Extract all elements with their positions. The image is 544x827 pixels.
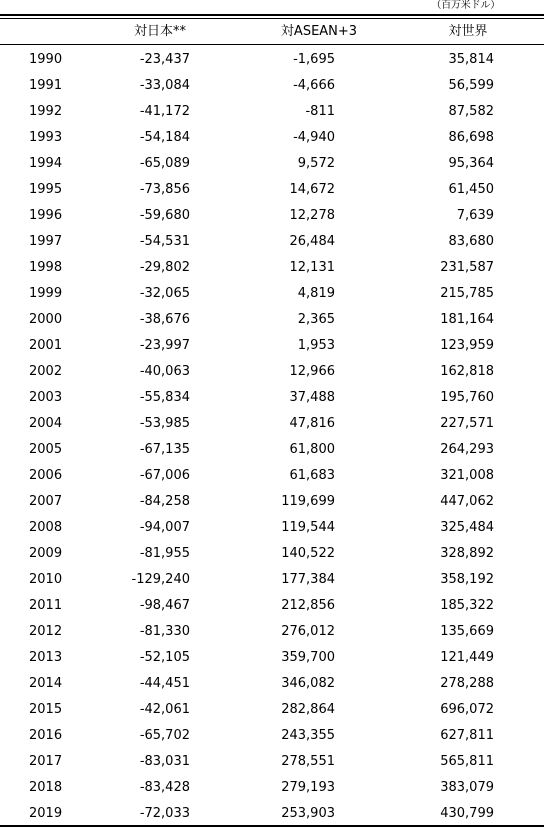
header-year — [29, 22, 69, 42]
world-cell: 123,959 — [440, 338, 494, 353]
year-cell: 2013 — [29, 650, 63, 665]
asean-plus-3-cell: -4,940 — [293, 130, 335, 145]
japan-cell: -33,084 — [139, 78, 190, 93]
japan-cell: -23,437 — [139, 52, 190, 67]
japan-cell: -44,451 — [139, 676, 190, 691]
asean-plus-3-cell: -1,695 — [293, 52, 335, 67]
table-row — [0, 593, 544, 619]
table-row — [0, 801, 544, 827]
world-cell: 430,799 — [440, 806, 494, 821]
japan-cell: -81,955 — [139, 546, 190, 561]
table-row — [0, 203, 544, 229]
top-rule-thin — [0, 18, 544, 19]
world-cell: 278,288 — [440, 676, 494, 691]
asean-plus-3-cell: -4,666 — [293, 78, 335, 93]
japan-cell: -29,802 — [139, 260, 190, 275]
table-row — [0, 281, 544, 307]
asean-plus-3-cell: 9,572 — [297, 156, 335, 171]
world-cell: 264,293 — [440, 442, 494, 457]
table-row — [0, 671, 544, 697]
japan-cell: -40,063 — [139, 364, 190, 379]
japan-cell: -59,680 — [139, 208, 190, 223]
world-cell: 383,079 — [440, 780, 494, 795]
year-cell: 2017 — [29, 754, 63, 769]
table-row — [0, 411, 544, 437]
unit-note: （百万米ドル） — [431, 0, 500, 11]
table-row — [0, 255, 544, 281]
japan-cell: -83,428 — [139, 780, 190, 795]
world-cell: 83,680 — [448, 234, 494, 249]
table-row — [0, 177, 544, 203]
year-cell: 2014 — [29, 676, 63, 691]
japan-cell: -72,033 — [139, 806, 190, 821]
asean-plus-3-cell: 140,522 — [281, 546, 335, 561]
japan-cell: -83,031 — [139, 754, 190, 769]
year-cell: 2018 — [29, 780, 63, 795]
table-row — [0, 359, 544, 385]
asean-plus-3-cell: 14,672 — [289, 182, 335, 197]
table-row — [0, 697, 544, 723]
asean-plus-3-cell: 119,699 — [281, 494, 335, 509]
year-cell: 2000 — [29, 312, 63, 327]
year-cell: 2002 — [29, 364, 63, 379]
asean-plus-3-cell: 243,355 — [281, 728, 335, 743]
japan-cell: -129,240 — [131, 572, 190, 587]
asean-plus-3-cell: 61,800 — [289, 442, 335, 457]
header-world: 対世界 — [448, 24, 488, 39]
world-cell: 227,571 — [440, 416, 494, 431]
header-rule — [0, 44, 544, 45]
year-cell: 1992 — [29, 104, 63, 119]
asean-plus-3-cell: 12,131 — [289, 260, 335, 275]
japan-cell: -65,089 — [139, 156, 190, 171]
world-cell: 35,814 — [448, 52, 494, 67]
table-row — [0, 619, 544, 645]
japan-cell: -52,105 — [139, 650, 190, 665]
table-row — [0, 775, 544, 801]
world-cell: 328,892 — [440, 546, 494, 561]
asean-plus-3-cell: 12,966 — [289, 364, 335, 379]
top-rule-thick — [0, 14, 544, 16]
japan-cell: -38,676 — [139, 312, 190, 327]
year-cell: 2001 — [29, 338, 63, 353]
world-cell: 185,322 — [440, 598, 494, 613]
world-cell: 195,760 — [440, 390, 494, 405]
table-row — [0, 333, 544, 359]
year-cell: 1999 — [29, 286, 63, 301]
japan-cell: -42,061 — [139, 702, 190, 717]
asean-plus-3-cell: 4,819 — [297, 286, 335, 301]
year-cell: 1990 — [29, 52, 63, 67]
asean-plus-3-cell: 47,816 — [289, 416, 335, 431]
year-cell: 2004 — [29, 416, 63, 431]
japan-cell: -55,834 — [139, 390, 190, 405]
world-cell: 87,582 — [448, 104, 494, 119]
year-cell: 2010 — [29, 572, 63, 587]
world-cell: 56,599 — [448, 78, 494, 93]
year-cell: 2005 — [29, 442, 63, 457]
japan-cell: -54,184 — [139, 130, 190, 145]
table-row — [0, 723, 544, 749]
asean-plus-3-cell: 359,700 — [281, 650, 335, 665]
table-row — [0, 515, 544, 541]
year-cell: 2019 — [29, 806, 63, 821]
year-cell: 2015 — [29, 702, 63, 717]
year-cell: 2007 — [29, 494, 63, 509]
japan-cell: -54,531 — [139, 234, 190, 249]
world-cell: 447,062 — [440, 494, 494, 509]
table-row — [0, 437, 544, 463]
world-cell: 325,484 — [440, 520, 494, 535]
japan-cell: -67,135 — [139, 442, 190, 457]
year-cell: 2006 — [29, 468, 63, 483]
asean-plus-3-cell: 119,544 — [281, 520, 335, 535]
table-row — [0, 307, 544, 333]
world-cell: 61,450 — [448, 182, 494, 197]
world-cell: 95,364 — [448, 156, 494, 171]
world-cell: 135,669 — [440, 624, 494, 639]
japan-cell: -32,065 — [139, 286, 190, 301]
table-row — [0, 47, 544, 73]
japan-cell: -67,006 — [139, 468, 190, 483]
world-cell: 181,164 — [440, 312, 494, 327]
year-cell: 2012 — [29, 624, 63, 639]
table-row — [0, 567, 544, 593]
japan-cell: -65,702 — [139, 728, 190, 743]
asean-plus-3-cell: 12,278 — [289, 208, 335, 223]
world-cell: 121,449 — [440, 650, 494, 665]
table-row — [0, 125, 544, 151]
year-cell: 1993 — [29, 130, 63, 145]
asean-plus-3-cell: 212,856 — [281, 598, 335, 613]
table-row — [0, 229, 544, 255]
asean-plus-3-cell: 346,082 — [281, 676, 335, 691]
year-cell: 1998 — [29, 260, 63, 275]
header-asean-plus-3: 対ASEAN+3 — [280, 24, 358, 39]
japan-cell: -41,172 — [139, 104, 190, 119]
table-row — [0, 645, 544, 671]
world-cell: 215,785 — [440, 286, 494, 301]
year-cell: 1995 — [29, 182, 63, 197]
japan-cell: -94,007 — [139, 520, 190, 535]
asean-plus-3-cell: 282,864 — [281, 702, 335, 717]
year-cell: 1994 — [29, 156, 63, 171]
asean-plus-3-cell: 37,488 — [289, 390, 335, 405]
year-cell: 2008 — [29, 520, 63, 535]
japan-cell: -23,997 — [139, 338, 190, 353]
asean-plus-3-cell: 177,384 — [281, 572, 335, 587]
world-cell: 358,192 — [440, 572, 494, 587]
table-row — [0, 489, 544, 515]
year-cell: 1991 — [29, 78, 63, 93]
world-cell: 627,811 — [440, 728, 494, 743]
year-cell: 2011 — [29, 598, 63, 613]
asean-plus-3-cell: -811 — [305, 104, 335, 119]
asean-plus-3-cell: 26,484 — [289, 234, 335, 249]
table-row — [0, 385, 544, 411]
year-cell: 2003 — [29, 390, 63, 405]
asean-plus-3-cell: 61,683 — [289, 468, 335, 483]
world-cell: 696,072 — [440, 702, 494, 717]
world-cell: 7,639 — [456, 208, 494, 223]
year-cell: 1996 — [29, 208, 63, 223]
japan-cell: -53,985 — [139, 416, 190, 431]
header-japan: 対日本** — [133, 24, 186, 39]
asean-plus-3-cell: 278,551 — [281, 754, 335, 769]
world-cell: 86,698 — [448, 130, 494, 145]
table-header-row — [0, 22, 544, 42]
table-row — [0, 73, 544, 99]
table-row — [0, 463, 544, 489]
year-cell: 2016 — [29, 728, 63, 743]
table-row — [0, 99, 544, 125]
japan-cell: -81,330 — [139, 624, 190, 639]
world-cell: 162,818 — [440, 364, 494, 379]
asean-plus-3-cell: 279,193 — [281, 780, 335, 795]
world-cell: 231,587 — [440, 260, 494, 275]
table-row — [0, 151, 544, 177]
asean-plus-3-cell: 253,903 — [281, 806, 335, 821]
japan-cell: -98,467 — [139, 598, 190, 613]
asean-plus-3-cell: 1,953 — [297, 338, 335, 353]
table-row — [0, 541, 544, 567]
asean-plus-3-cell: 2,365 — [297, 312, 335, 327]
japan-cell: -84,258 — [139, 494, 190, 509]
world-cell: 565,811 — [440, 754, 494, 769]
year-cell: 1997 — [29, 234, 63, 249]
year-cell: 2009 — [29, 546, 63, 561]
table-body — [0, 47, 544, 827]
asean-plus-3-cell: 276,012 — [281, 624, 335, 639]
table-row — [0, 749, 544, 775]
japan-cell: -73,856 — [139, 182, 190, 197]
world-cell: 321,008 — [440, 468, 494, 483]
